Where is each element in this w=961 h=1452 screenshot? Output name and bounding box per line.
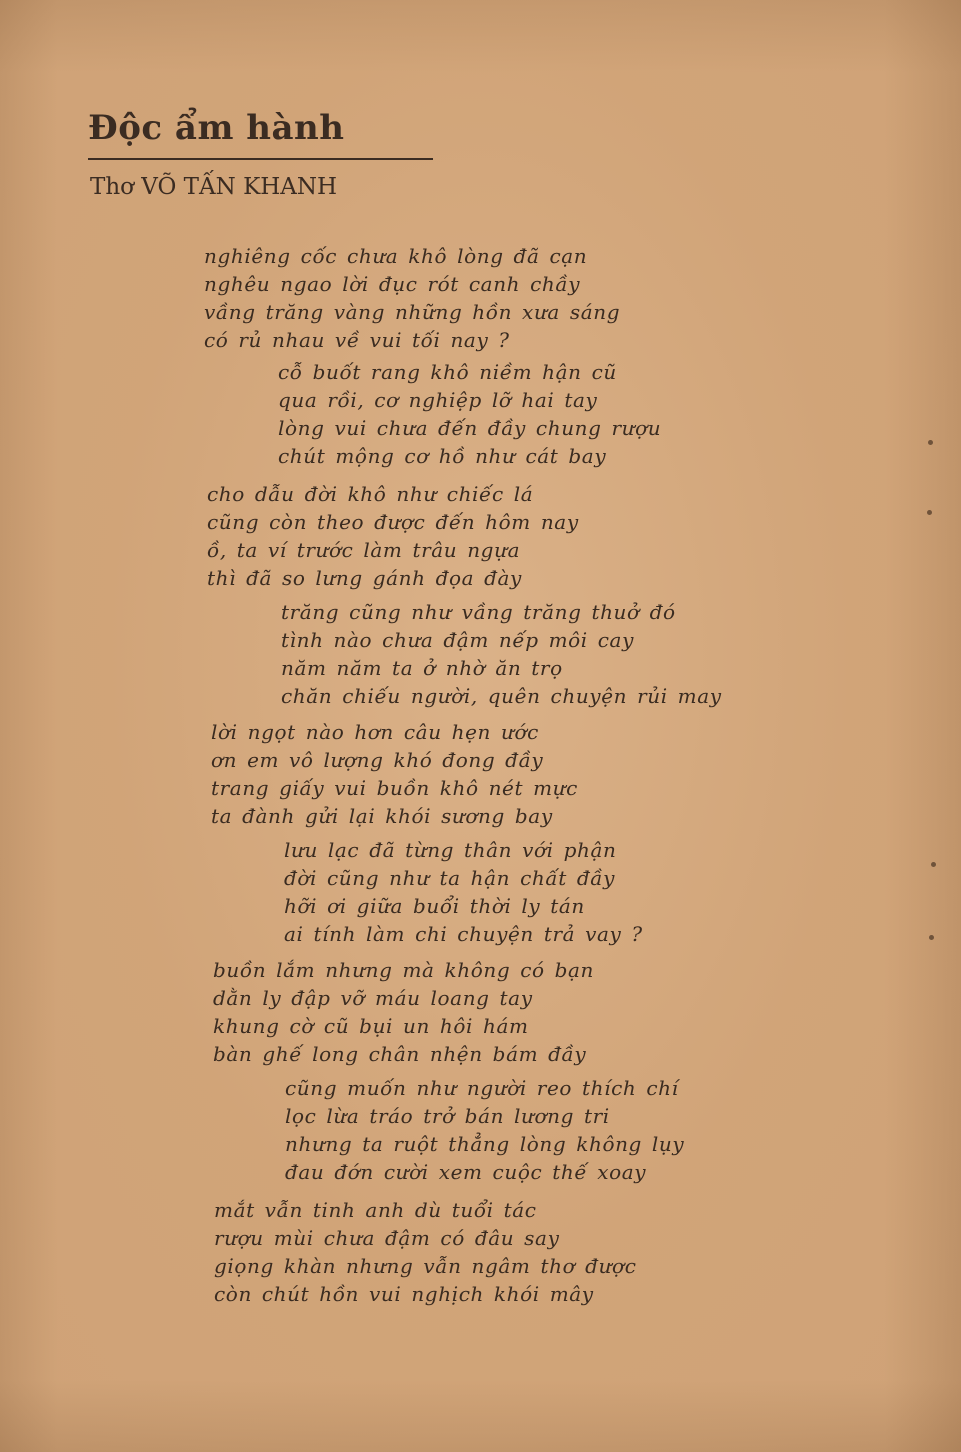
poem-line: lưu lạc đã từng thân với phận <box>284 838 617 862</box>
poem-line: tình nào chưa đậm nếp môi cay <box>281 628 634 652</box>
poem-line: nhưng ta ruột thẳng lòng không lụy <box>285 1132 685 1156</box>
stanza <box>204 242 620 354</box>
poem-line: đời cũng như ta hận chất đầy <box>284 866 615 890</box>
poem-line: nghêu ngao lời đục rót canh chầy <box>204 272 581 296</box>
poem-line: lọc lừa tráo trở bán lương tri <box>285 1104 610 1128</box>
poem-line: thì đã so lưng gánh đọa đày <box>207 566 522 590</box>
poem-line: cũng còn theo được đến hôm nay <box>207 510 579 534</box>
stanza <box>284 836 643 948</box>
poem-line: năm năm ta ở nhờ ăn trọ <box>281 656 563 680</box>
poem-author: Thơ VÕ TẤN KHANH <box>90 174 338 200</box>
stanza <box>207 480 579 592</box>
poem-line: lòng vui chưa đến đầy chung rượu <box>278 416 662 440</box>
stanza <box>211 718 578 830</box>
poem-line: có rủ nhau về vui tối nay ? <box>204 328 510 352</box>
poem-line: buồn lắm nhưng mà không có bạn <box>213 958 595 982</box>
poem-line: hỡi ơi giữa buổi thời ly tán <box>284 894 585 918</box>
poem-line: vầng trăng vàng những hồn xưa sáng <box>204 300 621 324</box>
poem-line: giọng khàn nhưng vẫn ngâm thơ được <box>214 1254 637 1278</box>
poem-line: rượu mùi chưa đậm có đâu say <box>214 1226 560 1250</box>
stanza <box>278 358 661 470</box>
poem-line: còn chút hồn vui nghịch khói mây <box>214 1282 594 1306</box>
poem-line: qua rồi, cơ nghiệp lỡ hai tay <box>278 388 598 412</box>
stanza <box>214 1196 637 1308</box>
poem-line: mắt vẫn tinh anh dù tuổi tác <box>214 1198 537 1222</box>
stanza <box>281 598 722 710</box>
poem-line: trăng cũng như vầng trăng thuở đó <box>281 600 676 624</box>
paper-speck <box>931 862 936 867</box>
paper-speck <box>929 935 934 940</box>
poem-line: cũng muốn như người reo thích chí <box>285 1076 679 1100</box>
poem-line: lời ngọt nào hơn câu hẹn ước <box>211 720 539 744</box>
stanza <box>285 1074 684 1186</box>
poem-line: chút mộng cơ hồ như cát bay <box>278 444 607 468</box>
poem-line: trang giấy vui buồn khô nét mực <box>211 776 578 800</box>
paper-speck <box>927 510 932 515</box>
poem-line: dằn ly đập vỡ máu loang tay <box>213 986 533 1010</box>
poem-line: ơn em vô lượng khó đong đầy <box>211 748 544 772</box>
poem-line: bàn ghế long chân nhện bám đầy <box>213 1042 587 1066</box>
title-underline <box>88 158 433 160</box>
poem-line: ta đành gửi lại khói sương bay <box>211 804 553 828</box>
poem-line: khung cờ cũ bụi un hôi hám <box>213 1014 529 1038</box>
poem-line: cho dẫu đời khô như chiếc lá <box>207 482 534 506</box>
poem-line: ồ, ta ví trước làm trâu ngựa <box>207 538 521 562</box>
paper-speck <box>928 440 933 445</box>
stanza <box>213 956 594 1068</box>
poem-line: nghiêng cốc chưa khô lòng đã cạn <box>204 244 588 268</box>
poem-line: cỗ buốt rang khô niềm hận cũ <box>278 360 617 384</box>
poem-line: chăn chiếu người, quên chuyện rủi may <box>281 684 722 708</box>
poem-title: Độc ẩm hành <box>88 108 345 148</box>
poem-line: đau đớn cười xem cuộc thế xoay <box>285 1160 647 1184</box>
poem-line: ai tính làm chi chuyện trả vay ? <box>284 922 643 946</box>
